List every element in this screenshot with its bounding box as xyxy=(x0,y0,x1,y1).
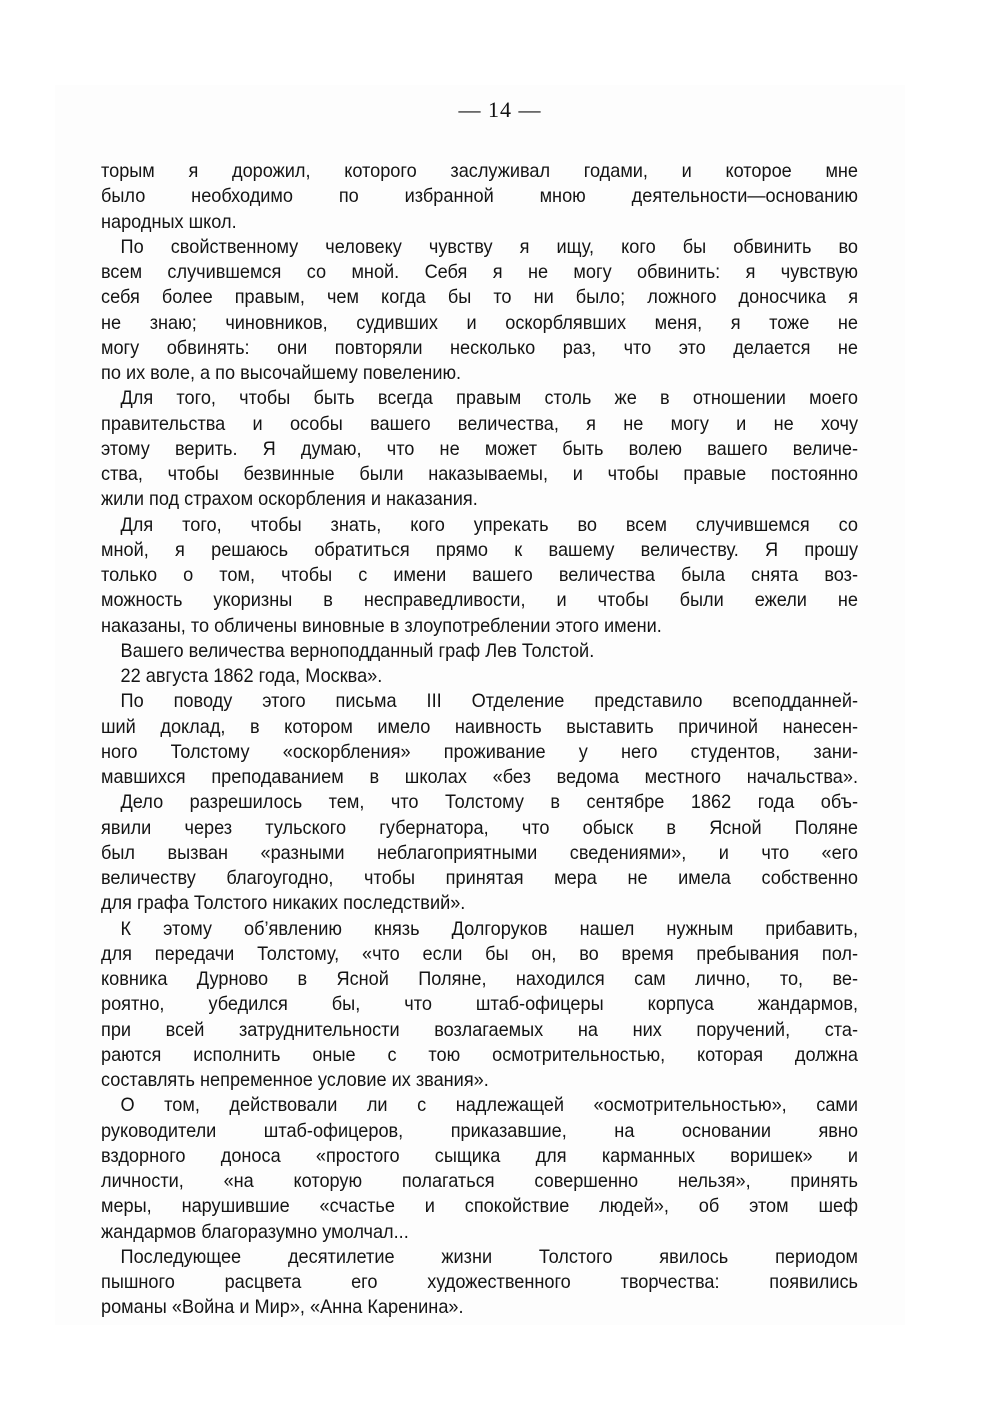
text-line: для графа Толстого никаких последствий». xyxy=(101,892,466,915)
text-line: для передачи Толстому, «что если бы он, во время пребывания пол- xyxy=(101,942,859,965)
text-line: романы «Война и Мир», «Анна Каренина». xyxy=(101,1296,464,1319)
paragraph xyxy=(101,917,858,1094)
paragraph xyxy=(101,1245,858,1321)
text-line: величеству благоугодно, чтобы принятая мера не имела собственно xyxy=(101,867,859,889)
text-line: Последующее десятилетие жизни Толстого явилось периодом xyxy=(120,1245,859,1268)
text-line: ства, чтобы безвинные были наказываемы, и чтобы правые постоянно xyxy=(101,463,859,485)
paragraph xyxy=(101,689,858,790)
paragraph xyxy=(101,235,858,387)
text-line: О том, действовали ли с надлежащей «осмотрительностью», сами xyxy=(120,1094,859,1117)
text-line: можность укоризны в несправедливости, и чтобы были ежели не xyxy=(101,589,859,612)
text-line: мавшихся преподаванием в школах «без ведома местного начальства». xyxy=(101,766,859,788)
paragraph xyxy=(101,159,858,235)
paragraph xyxy=(101,790,858,916)
text-line: По поводу этого письма III Отделение представило всеподданней- xyxy=(120,690,859,713)
text-line: был вызван «разными неблагоприятными сведениями», и что «его xyxy=(101,841,859,864)
text-line: только о том, чтобы с имени вашего величества была снята воз- xyxy=(101,564,859,586)
text-line: Вашего величества верноподданный граф Лев Толстой. xyxy=(120,639,595,662)
text-line: раются исполнить оные с тою осмотрительностью, которая должна xyxy=(101,1043,859,1066)
text-line: роятно, убедился бы, что штаб-офицеры корпуса жандармов, xyxy=(101,993,859,1016)
text-line: правительства и особы вашего величества, я не могу и не хочу xyxy=(101,412,859,435)
text-line: 22 августа 1862 года, Москва». xyxy=(120,665,383,687)
text-line: ший доклад, в котором имело наивность выставить причиной нанесен- xyxy=(101,715,859,738)
text-line: по их воле, а по высочайшему повелению. xyxy=(101,362,462,384)
text-line: Для того, чтобы знать, кого упрекать во всем случившемся со xyxy=(120,513,859,536)
text-line: составлять непременное условие их звания». xyxy=(101,1069,489,1091)
text-line: себя более правым, чем когда бы то ни было; ложного доносчика я xyxy=(101,286,859,309)
paragraph xyxy=(101,1093,858,1245)
text-line: всем случившемся со мной. Себя я не могу обвинить: я чувствую xyxy=(101,261,859,283)
text-line: личности, «на которую полагаться совершенно нельзя», принять xyxy=(101,1170,859,1192)
page-number: — 14 — xyxy=(458,97,542,122)
text-line: наказаны, то обличены виновные в злоупотреблении этого имени. xyxy=(101,614,662,637)
page-body-text xyxy=(101,159,858,1321)
text-line: жандармов благоразумно умолчал... xyxy=(101,1220,409,1243)
text-line: могу обвинять: они повторяли несколько раз, что это делается не xyxy=(101,336,859,359)
text-line: торым я дорожил, которого заслуживал годами, и которое мне xyxy=(101,160,859,182)
text-line: ковника Дурново в Ясной Поляне, находился сам лично, то, ве- xyxy=(101,968,859,990)
text-line: руководители штаб-офицеров, приказавшие, на основании явно xyxy=(101,1119,859,1142)
text-line: народных школ. xyxy=(101,210,237,233)
text-line: Для того, чтобы быть всегда правым столь же в отношении моего xyxy=(120,387,859,410)
text-line: меры, нарушившие «счастье и спокойствие людей», об этом шеф xyxy=(101,1195,859,1218)
letter-date xyxy=(101,664,858,689)
text-line: при всей затруднительности возлагаемых на них поручений, ста- xyxy=(101,1018,859,1041)
text-line: мной, я решаюсь обратиться прямо к вашему величеству. Я прошу xyxy=(101,538,859,561)
text-line: жили под страхом оскорбления и наказания. xyxy=(101,488,478,511)
paragraph xyxy=(101,386,858,512)
text-line: вздорного доноса «простого сыщика для карманных воришек» и xyxy=(101,1144,859,1167)
text-line: явили через тульского губернатора, что обыск в Ясной Поляне xyxy=(101,816,859,839)
text-line: ного Толстому «оскорбления» проживание у него студентов, зани- xyxy=(101,740,859,763)
text-line: По свойственному человеку чувству я ищу, кого бы обвинить во xyxy=(120,235,859,258)
text-line: не знаю; чиновников, судивших и оскорблявших меня, я тоже не xyxy=(101,311,859,334)
text-line: К этому об’явлению князь Долгоруков нашел нужным прибавить, xyxy=(120,917,859,940)
letter-signature xyxy=(101,639,858,664)
paragraph xyxy=(101,513,858,639)
text-line: пышного расцвета его художественного творчества: появились xyxy=(101,1271,859,1293)
text-line: Дело разрешилось тем, что Толстому в сентябре 1862 года объ- xyxy=(120,791,859,814)
text-line: этому верить. Я думаю, что не может быть волею вашего величе- xyxy=(101,437,859,460)
text-line: было необходимо по избранной мною деятельности—основанию xyxy=(101,185,859,208)
